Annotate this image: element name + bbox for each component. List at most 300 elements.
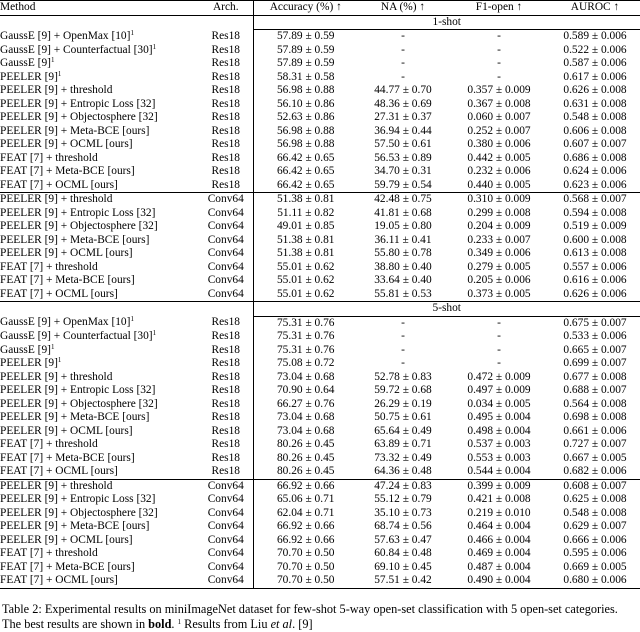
auroc-cell: 0.699 ± 0.007	[563, 357, 627, 369]
arch-cell: Res18	[199, 165, 253, 179]
method-name: PEELER [9] + Objectosphere [32]	[0, 397, 158, 410]
accuracy-cell: 51.38 ± 0.81	[276, 233, 335, 246]
method-cell	[0, 234, 199, 248]
auroc-cell: 0.616 ± 0.006	[563, 274, 627, 286]
method-name: PEELER [9] + Meta-BCE [ours]	[0, 411, 150, 423]
auroc-cell: 0.613 ± 0.008	[563, 247, 627, 259]
accuracy-cell: 80.26 ± 0.45	[276, 451, 335, 464]
method-cell	[0, 125, 199, 139]
caption-text-2: .	[171, 616, 178, 631]
na-cell: 34.70 ± 0.31	[374, 165, 432, 177]
method-name: PEELER [9]	[0, 70, 58, 83]
auroc-cell: 0.519 ± 0.009	[563, 220, 627, 232]
table-row	[0, 98, 640, 112]
na-cell: 35.10 ± 0.73	[374, 506, 432, 519]
f1-open-cell: 0.279 ± 0.005	[467, 260, 531, 273]
arch-cell: Res18	[199, 425, 253, 439]
table-row	[0, 261, 640, 275]
table-row	[0, 465, 640, 479]
f1-open-cell: 0.466 ± 0.004	[467, 533, 531, 546]
auroc-cell: 0.669 ± 0.005	[563, 560, 627, 573]
method-cell	[0, 330, 199, 344]
arch-cell: Conv64	[199, 507, 253, 521]
f1-open-cell: 0.487 ± 0.004	[467, 560, 531, 573]
accuracy-cell: 65.06 ± 0.71	[276, 493, 335, 505]
accuracy-cell: 55.01 ± 0.62	[276, 260, 335, 273]
table-row	[0, 344, 640, 358]
method-name: FEAT [7] + threshold	[0, 151, 98, 164]
arch-cell: Conv64	[199, 193, 253, 207]
table-row	[0, 84, 640, 98]
arch-cell: Conv64	[199, 234, 253, 248]
f1-open-cell: -	[497, 30, 501, 42]
accuracy-cell: 56.98 ± 0.88	[276, 138, 335, 150]
f1-open-cell: 0.440 ± 0.005	[467, 178, 531, 191]
na-cell: 26.29 ± 0.19	[374, 397, 432, 410]
table-row	[0, 44, 640, 58]
auroc-cell: 0.675 ± 0.007	[563, 316, 627, 329]
accuracy-cell: 55.01 ± 0.62	[276, 274, 335, 286]
arch-cell: Conv64	[199, 534, 253, 548]
f1-open-cell: 0.357 ± 0.009	[467, 84, 531, 96]
accuracy-cell: 56.10 ± 0.86	[276, 97, 335, 110]
f1-open-cell: 0.442 ± 0.005	[467, 151, 531, 164]
auroc-cell: 0.608 ± 0.007	[550, 479, 640, 493]
accuracy-cell: 66.42 ± 0.65	[276, 165, 335, 177]
arch-cell: Conv64	[199, 247, 253, 261]
table-row	[0, 193, 640, 207]
accuracy-cell: 75.08 ± 0.72	[276, 357, 335, 369]
method-name: FEAT [7] + Meta-BCE [ours]	[0, 165, 135, 177]
accuracy-cell: 66.92 ± 0.66	[276, 533, 335, 546]
na-cell: -	[401, 357, 405, 369]
table-row	[0, 30, 640, 44]
auroc-cell: 0.629 ± 0.007	[563, 520, 627, 532]
arch-cell: Res18	[199, 371, 253, 385]
auroc-cell: 0.682 ± 0.006	[563, 465, 627, 477]
header-na: NA (%) ↑	[358, 1, 448, 16]
f1-open-cell: 0.469 ± 0.004	[467, 547, 531, 559]
na-cell: 57.51 ± 0.42	[358, 574, 448, 588]
auroc-cell: 0.548 ± 0.008	[563, 506, 627, 519]
arch-cell: Conv64	[199, 207, 253, 221]
method-cell	[0, 98, 199, 112]
arch-cell: Res18	[199, 152, 253, 166]
accuracy-cell: 57.89 ± 0.59	[276, 43, 335, 56]
caption-text: Table 2: Experimental results on miniImageNet dataset for few-shot 5-way open-set classification with 5 open-set categories. The best results are shown in	[2, 602, 618, 631]
method-name: PEELER [9] + OCML [ours]	[0, 533, 133, 546]
arch-cell: Res18	[199, 465, 253, 479]
table-row	[0, 288, 640, 302]
header-arch: Arch.	[199, 1, 253, 16]
arch-cell: Res18	[199, 330, 253, 344]
f1-open-cell: 0.252 ± 0.007	[467, 124, 531, 137]
method-cell	[0, 465, 199, 479]
method-name: PEELER [9] + Objectosphere [32]	[0, 111, 158, 123]
na-cell: 19.05 ± 0.80	[374, 220, 432, 232]
method-name: FEAT [7] + OCML [ours]	[0, 178, 118, 191]
method-name: PEELER [9] + Meta-BCE [ours]	[0, 520, 150, 532]
auroc-cell: 0.607 ± 0.007	[563, 138, 627, 150]
method-name: PEELER [9] + threshold	[0, 193, 113, 205]
f1-open-cell: 0.553 ± 0.003	[467, 451, 531, 464]
method-cell	[0, 425, 199, 439]
method-name: PEELER [9] + Meta-BCE [ours]	[0, 124, 150, 137]
method-cell	[0, 493, 199, 507]
auroc-cell: 0.587 ± 0.006	[563, 57, 627, 69]
na-cell: -	[401, 30, 405, 42]
method-cell	[0, 344, 199, 358]
method-name: PEELER [9] + Entropic Loss [32]	[0, 384, 156, 396]
table-row	[0, 411, 640, 425]
method-name: PEELER [9] + threshold	[0, 84, 113, 96]
method-cell	[0, 288, 199, 302]
method-name: FEAT [7] + OCML [ours]	[0, 287, 118, 300]
method-cell	[0, 479, 199, 493]
method-name: PEELER [9] + Entropic Loss [32]	[0, 206, 156, 219]
method-cell	[0, 207, 199, 221]
arch-cell: Conv64	[199, 288, 253, 302]
table-row	[0, 111, 640, 125]
header-f1-open: F1-open ↑	[448, 1, 550, 16]
method-cell	[0, 84, 199, 98]
f1-open-cell: 0.497 ± 0.009	[467, 384, 531, 396]
method-name: PEELER [9] + Entropic Loss [32]	[0, 97, 156, 110]
method-cell	[0, 547, 199, 561]
accuracy-cell: 70.70 ± 0.50	[253, 574, 358, 588]
accuracy-cell: 80.26 ± 0.45	[276, 465, 335, 477]
table-row	[0, 357, 640, 371]
arch-cell: Res18	[199, 344, 253, 358]
auroc-cell: 0.557 ± 0.006	[563, 260, 627, 273]
auroc-cell: 0.564 ± 0.008	[563, 397, 627, 410]
method-name: FEAT [7] + Meta-BCE [ours]	[0, 560, 135, 573]
accuracy-cell: 62.04 ± 0.71	[276, 506, 335, 519]
table-row	[0, 220, 640, 234]
method-name: PEELER [9] + OCML [ours]	[0, 138, 133, 150]
arch-cell: Conv64	[199, 561, 253, 575]
f1-open-cell: 0.495 ± 0.004	[467, 411, 531, 423]
na-cell: 44.77 ± 0.70	[374, 84, 432, 96]
table-row	[0, 247, 640, 261]
na-cell: -	[401, 316, 405, 329]
table-row	[0, 561, 640, 575]
auroc-cell: 0.631 ± 0.008	[563, 97, 627, 110]
accuracy-cell: 73.04 ± 0.68	[276, 424, 335, 437]
auroc-cell: 0.661 ± 0.006	[563, 424, 627, 437]
table-header-row	[0, 1, 640, 16]
method-cell	[0, 44, 199, 58]
one-shot-section	[0, 15, 640, 302]
five-shot-section	[0, 302, 640, 589]
na-cell: 59.79 ± 0.54	[374, 178, 432, 191]
accuracy-cell: 56.98 ± 0.88	[276, 84, 335, 96]
na-cell: 69.10 ± 0.45	[374, 560, 432, 573]
auroc-cell: 0.594 ± 0.008	[563, 206, 627, 219]
auroc-cell: 0.680 ± 0.006	[550, 574, 640, 588]
method-cell	[0, 261, 199, 275]
arch-cell: Res18	[199, 30, 253, 44]
caption-footnote-mark: 1	[177, 617, 182, 626]
method-name: FEAT [7] + threshold	[0, 547, 98, 559]
auroc-cell: 0.522 ± 0.006	[563, 43, 627, 56]
f1-open-cell: -	[497, 70, 501, 83]
method-cell	[0, 138, 199, 152]
auroc-cell: 0.667 ± 0.005	[563, 451, 627, 464]
accuracy-cell: 66.42 ± 0.65	[276, 151, 335, 164]
accuracy-cell: 51.38 ± 0.81	[253, 193, 358, 207]
auroc-cell: 0.677 ± 0.008	[563, 370, 627, 383]
arch-cell: Conv64	[199, 574, 253, 588]
auroc-cell: 0.625 ± 0.008	[563, 493, 627, 505]
accuracy-cell: 55.01 ± 0.62	[276, 287, 335, 300]
f1-open-cell: 0.233 ± 0.007	[467, 233, 531, 246]
method-cell	[0, 357, 199, 371]
accuracy-cell: 57.89 ± 0.59	[276, 30, 335, 42]
na-cell: 59.72 ± 0.68	[374, 384, 432, 396]
na-cell: 41.81 ± 0.68	[374, 206, 432, 219]
arch-cell: Res18	[199, 125, 253, 139]
na-cell: 27.31 ± 0.37	[374, 111, 432, 123]
method-cell	[0, 316, 199, 330]
arch-cell: Conv64	[199, 479, 253, 493]
table-row	[0, 165, 640, 179]
header-accuracy: Accuracy (%) ↑	[253, 1, 358, 16]
accuracy-cell: 51.11 ± 0.82	[277, 206, 335, 219]
f1-open-cell: -	[497, 43, 501, 56]
na-cell: 60.84 ± 0.48	[374, 547, 432, 559]
na-cell: 52.78 ± 0.83	[374, 370, 432, 383]
method-name: GaussE [9] + Counterfactual [30]	[0, 43, 153, 56]
arch-cell: Res18	[199, 398, 253, 412]
arch-cell: Res18	[199, 179, 253, 193]
arch-cell: Res18	[199, 316, 253, 330]
method-name: GaussE [9] + OpenMax [10]	[0, 29, 131, 42]
na-cell: 55.81 ± 0.53	[374, 287, 432, 300]
f1-open-cell: 0.204 ± 0.009	[467, 220, 531, 232]
table-row	[0, 520, 640, 534]
na-cell: 56.53 ± 0.89	[374, 151, 432, 164]
method-name: FEAT [7] + OCML [ours]	[0, 574, 118, 586]
accuracy-cell: 57.89 ± 0.59	[276, 57, 335, 69]
method-cell	[0, 438, 199, 452]
method-cell	[0, 274, 199, 288]
na-cell: 63.89 ± 0.71	[374, 438, 432, 450]
method-name: GaussE [9] + Counterfactual [30]	[0, 330, 153, 342]
accuracy-cell: 73.04 ± 0.68	[276, 370, 335, 383]
accuracy-cell: 75.31 ± 0.76	[276, 343, 335, 356]
arch-cell: Res18	[199, 71, 253, 85]
five-shot-label-row	[0, 302, 640, 317]
accuracy-cell: 80.26 ± 0.45	[276, 438, 335, 450]
arch-cell: Res18	[199, 438, 253, 452]
five-shot-label: 5-shot	[253, 302, 640, 317]
accuracy-cell: 70.70 ± 0.50	[276, 560, 335, 573]
arch-cell: Res18	[199, 111, 253, 125]
method-name: PEELER [9] + OCML [ours]	[0, 424, 133, 437]
method-name: PEELER [9] + Entropic Loss [32]	[0, 493, 156, 505]
table-row	[0, 207, 640, 221]
arch-cell: Conv64	[199, 274, 253, 288]
na-cell: 64.36 ± 0.48	[374, 465, 432, 477]
auroc-cell: 0.533 ± 0.006	[563, 330, 627, 342]
auroc-cell: 0.548 ± 0.008	[563, 111, 627, 123]
f1-open-cell: -	[497, 330, 501, 342]
method-name: FEAT [7] + OCML [ours]	[0, 465, 118, 477]
method-cell	[0, 57, 199, 71]
table-row	[0, 574, 640, 588]
method-cell	[0, 371, 199, 385]
auroc-cell: 0.665 ± 0.007	[563, 343, 627, 356]
method-name: FEAT [7] + threshold	[0, 438, 98, 450]
method-name: FEAT [7] + Meta-BCE [ours]	[0, 451, 135, 464]
method-name: FEAT [7] + Meta-BCE [ours]	[0, 274, 135, 286]
f1-open-cell: -	[497, 316, 501, 329]
accuracy-cell: 51.38 ± 0.81	[276, 247, 335, 259]
arch-cell: Conv64	[199, 547, 253, 561]
table-row	[0, 152, 640, 166]
method-cell	[0, 220, 199, 234]
method-cell	[0, 452, 199, 466]
method-cell	[0, 71, 199, 85]
auroc-cell: 0.568 ± 0.007	[550, 193, 640, 207]
na-cell: 57.50 ± 0.61	[374, 138, 432, 150]
f1-open-cell: -	[497, 343, 501, 356]
footnote-mark: 1	[57, 70, 62, 78]
footnote-mark: 1	[152, 330, 157, 337]
method-name: PEELER [9] + OCML [ours]	[0, 247, 133, 259]
arch-cell: Res18	[199, 57, 253, 71]
na-cell: 68.74 ± 0.56	[374, 520, 432, 532]
arch-cell: Res18	[199, 357, 253, 371]
f1-open-cell: 0.219 ± 0.010	[467, 506, 531, 519]
na-cell: 33.64 ± 0.40	[374, 274, 432, 286]
na-cell: -	[401, 57, 405, 69]
f1-open-cell: 0.421 ± 0.008	[467, 493, 531, 505]
arch-cell: Res18	[199, 138, 253, 152]
method-cell	[0, 30, 199, 44]
auroc-cell: 0.686 ± 0.008	[563, 151, 627, 164]
na-cell: 55.80 ± 0.78	[374, 247, 432, 259]
arch-cell: Res18	[199, 84, 253, 98]
method-cell	[0, 398, 199, 412]
f1-open-cell: 0.464 ± 0.004	[467, 520, 531, 532]
na-cell: -	[401, 330, 405, 342]
footnote-mark: 1	[130, 29, 134, 37]
one-shot-label-row	[0, 15, 640, 30]
caption-text-4: . [9]	[292, 616, 313, 631]
arch-cell: Conv64	[199, 220, 253, 234]
arch-cell: Res18	[199, 44, 253, 58]
table-row	[0, 438, 640, 452]
method-name: PEELER [9]	[0, 357, 58, 369]
method-cell	[0, 193, 199, 207]
table-row	[0, 138, 640, 152]
f1-open-cell: 0.034 ± 0.005	[467, 397, 531, 410]
f1-open-cell: 0.472 ± 0.009	[467, 370, 531, 383]
na-cell: 48.36 ± 0.69	[374, 97, 432, 110]
arch-cell: Conv64	[199, 493, 253, 507]
f1-open-cell: 0.544 ± 0.004	[467, 465, 531, 477]
table-row	[0, 125, 640, 139]
table-row	[0, 316, 640, 330]
auroc-cell: 0.666 ± 0.006	[563, 533, 627, 546]
na-cell: 73.32 ± 0.49	[374, 451, 432, 464]
table-row	[0, 425, 640, 439]
method-name: PEELER [9] + Meta-BCE [ours]	[0, 233, 150, 246]
na-cell: -	[401, 43, 405, 56]
header-method: Method	[0, 1, 199, 16]
na-cell: 50.75 ± 0.61	[374, 411, 432, 423]
auroc-cell: 0.595 ± 0.006	[563, 547, 627, 559]
table-row	[0, 534, 640, 548]
na-cell: -	[401, 343, 405, 356]
accuracy-cell: 73.04 ± 0.68	[276, 411, 335, 423]
method-cell	[0, 384, 199, 398]
arch-cell: Res18	[199, 98, 253, 112]
table-row	[0, 274, 640, 288]
f1-open-cell: 0.060 ± 0.007	[467, 111, 531, 123]
caption-text-3: Results from Liu	[181, 616, 271, 631]
table-row	[0, 398, 640, 412]
accuracy-cell: 75.31 ± 0.76	[276, 316, 335, 329]
method-name: GaussE [9] + OpenMax [10]	[0, 316, 131, 329]
footnote-mark: 1	[50, 343, 55, 351]
method-cell	[0, 411, 199, 425]
method-name: FEAT [7] + threshold	[0, 260, 98, 273]
auroc-cell: 0.626 ± 0.008	[563, 84, 627, 96]
footnote-mark: 1	[152, 43, 157, 51]
accuracy-cell: 66.92 ± 0.66	[253, 479, 358, 493]
method-name: PEELER [9] + threshold	[0, 479, 113, 492]
na-cell: 42.48 ± 0.75	[358, 193, 448, 207]
auroc-cell: 0.617 ± 0.006	[563, 70, 627, 83]
method-name: PEELER [9] + Objectosphere [32]	[0, 220, 158, 232]
na-cell: 65.64 ± 0.49	[374, 424, 432, 437]
table-row	[0, 57, 640, 71]
auroc-cell: 0.688 ± 0.007	[563, 384, 627, 396]
method-name: PEELER [9] + threshold	[0, 370, 113, 383]
table-row	[0, 479, 640, 493]
header-auroc: AUROC ↑	[550, 1, 640, 16]
f1-open-cell: 0.232 ± 0.006	[467, 165, 531, 177]
accuracy-cell: 66.92 ± 0.66	[276, 520, 335, 532]
caption-et-al: et al	[270, 616, 293, 631]
arch-cell: Res18	[199, 452, 253, 466]
f1-open-cell: -	[497, 357, 501, 369]
caption-bold-word: bold	[148, 616, 172, 631]
table-row	[0, 452, 640, 466]
arch-cell: Conv64	[199, 520, 253, 534]
arch-cell: Conv64	[199, 261, 253, 275]
auroc-cell: 0.623 ± 0.006	[563, 178, 627, 191]
table-row	[0, 179, 640, 193]
auroc-cell: 0.589 ± 0.006	[563, 30, 627, 42]
auroc-cell: 0.727 ± 0.007	[563, 438, 627, 450]
table-caption	[2, 602, 638, 631]
f1-open-cell: 0.299 ± 0.008	[467, 206, 531, 219]
f1-open-cell: 0.490 ± 0.004	[448, 574, 550, 588]
method-cell	[0, 507, 199, 521]
arch-cell: Res18	[199, 411, 253, 425]
accuracy-cell: 75.31 ± 0.76	[276, 330, 335, 342]
auroc-cell: 0.600 ± 0.008	[563, 233, 627, 246]
f1-open-cell: -	[497, 57, 501, 69]
f1-open-cell: 0.310 ± 0.009	[448, 193, 550, 207]
method-cell	[0, 574, 199, 588]
footnote-mark: 1	[57, 357, 62, 364]
method-cell	[0, 534, 199, 548]
